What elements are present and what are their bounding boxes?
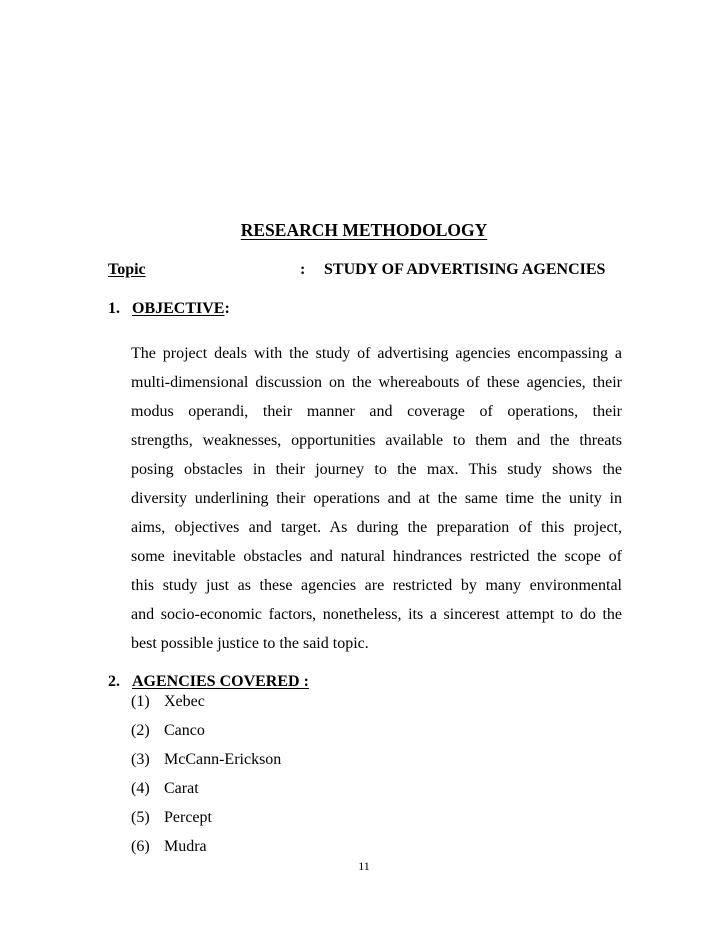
agency-list bbox=[131, 691, 281, 865]
list-item-text: Mudra bbox=[164, 838, 207, 855]
list-item bbox=[131, 691, 281, 720]
objective-line: posing obstacles in their journey to the max. This study shows the bbox=[131, 461, 622, 478]
list-item-number: (6) bbox=[131, 838, 150, 855]
objective-line: some inevitable obstacles and natural hindrances restricted the scope of bbox=[131, 548, 622, 565]
objective-line: and socio-economic factors, nonetheless, its a sincerest attempt to do the bbox=[131, 606, 622, 623]
list-item-text: Carat bbox=[164, 780, 199, 797]
list-item bbox=[131, 720, 281, 749]
objective-line: diversity underlining their operations and at the same time the unity in bbox=[131, 490, 622, 507]
objective-number: 1. bbox=[108, 300, 120, 317]
list-item bbox=[131, 807, 281, 836]
topic-value: STUDY OF ADVERTISING AGENCIES bbox=[324, 261, 606, 278]
objective-paragraph bbox=[131, 339, 622, 658]
objective-heading bbox=[108, 300, 230, 318]
list-item-text: Xebec bbox=[164, 693, 205, 710]
agencies-heading bbox=[108, 673, 309, 691]
objective-line: multi-dimensional discussion on the whereabouts of these agencies, their bbox=[131, 374, 622, 391]
list-item-number: (1) bbox=[131, 693, 150, 710]
objective-line: strengths, weaknesses, opportunities available to them and the threats bbox=[131, 432, 622, 449]
list-item-number: (3) bbox=[131, 751, 150, 768]
agencies-number: 2. bbox=[108, 673, 120, 690]
list-item-number: (5) bbox=[131, 809, 150, 826]
topic-separator: : bbox=[300, 261, 306, 278]
list-item bbox=[131, 749, 281, 778]
list-item-text: Canco bbox=[164, 722, 205, 739]
list-item-number: (4) bbox=[131, 780, 150, 797]
list-item-text: Percept bbox=[164, 809, 212, 826]
objective-heading-text: OBJECTIVE bbox=[132, 300, 225, 317]
objective-line: modus operandi, their manner and coverage of operations, their bbox=[131, 403, 622, 420]
topic-label: Topic bbox=[108, 261, 146, 278]
objective-heading-colon: : bbox=[224, 300, 230, 317]
objective-line: The project deals with the study of advertising agencies encompassing a bbox=[131, 345, 622, 362]
page-title: RESEARCH METHODOLOGY bbox=[240, 220, 488, 240]
objective-line: best possible justice to the said topic. bbox=[131, 635, 369, 652]
agencies-heading-text: AGENCIES COVERED : bbox=[132, 673, 309, 690]
list-item-text: McCann-Erickson bbox=[164, 751, 282, 768]
page-number: 11 bbox=[358, 859, 370, 873]
objective-line: aims, objectives and target. As during the preparation of this project, bbox=[131, 519, 622, 536]
list-item bbox=[131, 778, 281, 807]
list-item-number: (2) bbox=[131, 722, 150, 739]
objective-line: this study just as these agencies are restricted by many environmental bbox=[131, 577, 622, 594]
